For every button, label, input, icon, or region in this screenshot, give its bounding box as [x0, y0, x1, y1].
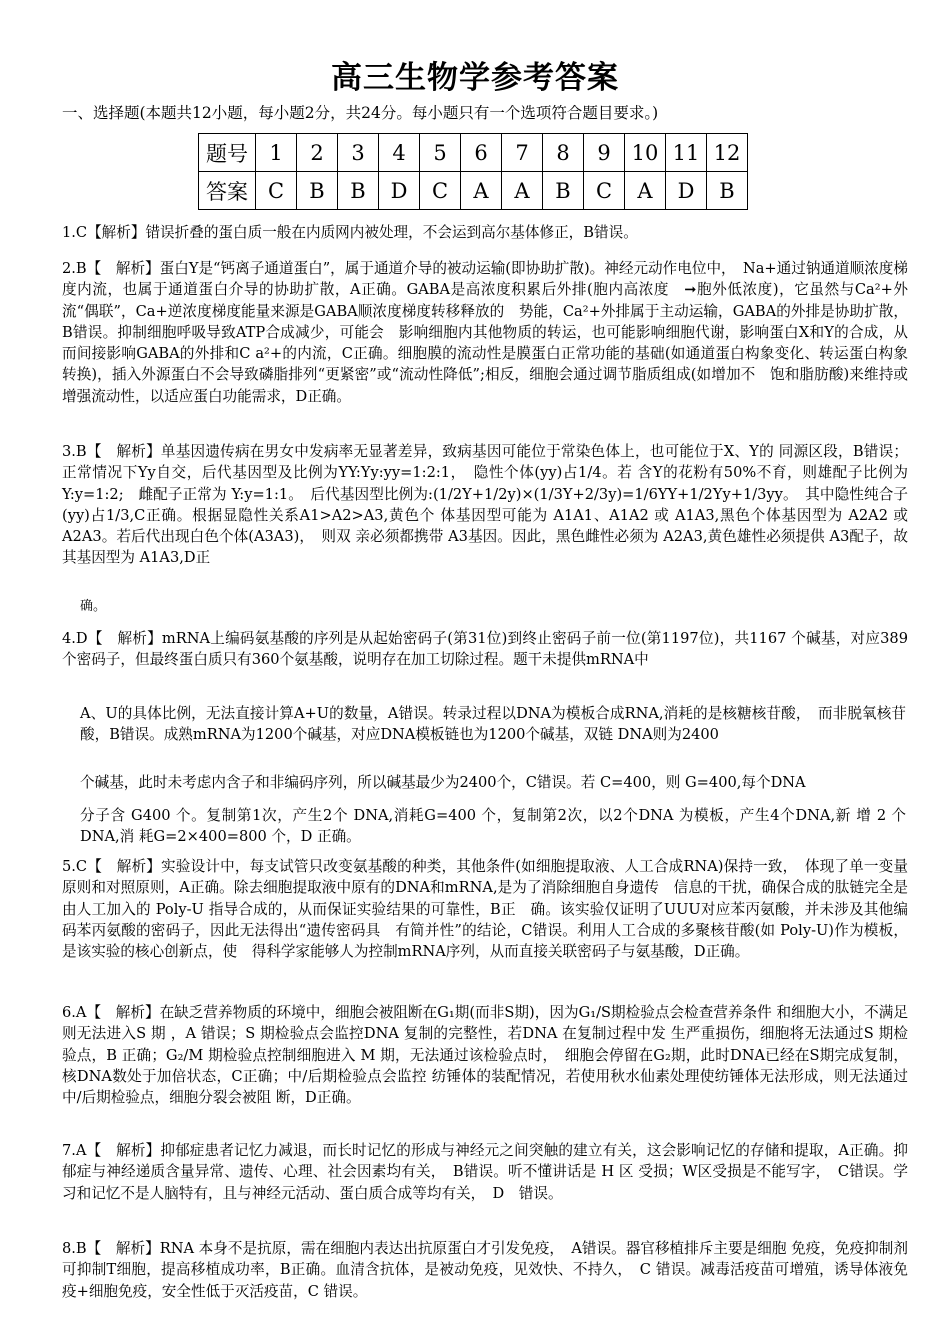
table-cell: 4 — [379, 134, 420, 172]
table-cell: D — [379, 172, 420, 210]
table-header-number: 题号 — [199, 134, 256, 172]
explanation-q3-end: 确。 — [80, 599, 107, 614]
table-row-answers — [199, 172, 748, 210]
table-cell: 3 — [338, 134, 379, 172]
table-cell: 9 — [584, 134, 625, 172]
explanation-q4-part4: 分子含 G400 个。复制第1次，产生2个 DNA,消耗G=400 个，复制第2次，以2个DNA 为模板，产生4个DNA,新 增 2 个 DNA,消 耗G=2×400=800 个，D 正确。 — [80, 807, 906, 846]
table-cell: A — [461, 172, 502, 210]
table-cell: 11 — [666, 134, 707, 172]
explanation-q6: 6.A【 解析】在缺乏营养物质的环境中，细胞会被阻断在G₁期(而非S期)，因为G₁/S期检验点会检查营养条件 和细胞大小，不满足则无法进入S 期 ，A 错误；S 期检验点会监控DNA 复制的完整性，若DNA 在复制过程中发 生严重损伤，细胞将无法通过S 期检验点，B 正确；G₂/M 期检验点控制细胞进入 M 期，无法通过该检验点时， 细胞会停留在G₂期，此时DNA已经在S期完成复制，核DNA数处于加倍状态，C正确；中/后期检验点会监控 纺锤体的装配情况，若使用秋水仙素处理使纺锤体无法形成，则无法通过中/后期检验点，细胞分裂会被阻 断，D正确。 — [62, 1004, 908, 1107]
table-cell: 8 — [543, 134, 584, 172]
answer-table — [198, 133, 748, 210]
explanation-q4-part1: 4.D【 解析】mRNA上编码氨基酸的序列是从起始密码子(第31位)到终止密码子前一位(第1197位)，共1167 个碱基，对应389个密码子，但最终蛋白质只有360个氨基酸，说明存在加工切除过程。题干未提供mRNA中 — [62, 630, 908, 669]
explanation-q1: 1.C【解析】错误折叠的蛋白质一般在内质网内被处理，不会运到高尔基体修正，B错误。 — [62, 224, 638, 241]
table-cell: B — [707, 172, 748, 210]
explanation-q3: 3.B【 解析】单基因遗传病在男女中发病率无显著差异，致病基因可能位于常染色体上，也可能位于X、Y的 同源区段，B错误；正常情况下Yy自交，后代基因型及比例为YY:Yy:yy=1:2:1， 隐性个体(yy)占1/4。若 含Y的花粉有50%不育，则雄配子比例为 Y:y=1:2; 雌配子正常为 Y:y=1:1。 后代基因型比例为:(1/2Y+1/2y)×(1/3Y+2/3y)=1/6YY+1/2Yy+1/3yy。 其中隐性纯合子(yy)占1/3,C正确。根据显隐性关系A1>A2>A3,黄色个 体基因型可能为 A1A1、A1A2 或 A1A3,黑色个体基因型为 A2A2 或 A2A3。若后代出现白色个体(A3A3)， 则双 亲必须都携带 A3基因。因此，黑色雌性必须为 A2A3,黄色雄性必须提供 A3配子，故其基因型为 A1A3,D正 — [62, 443, 908, 567]
table-cell: C — [420, 172, 461, 210]
explanation-q5: 5.C【 解析】实验设计中，每支试管只改变氨基酸的种类，其他条件(如细胞提取液、人工合成RNA)保持一致， 体现了单一变量原则和对照原则，A正确。除去细胞提取液中原有的DNA和mRNA,是为了消除细胞自身遗传 信息的干扰，确保合成的肽链完全是由人工加入的 Poly-U 指导合成的，从而保证实验结果的可靠性，B正 确。该实验仅证明了UUU对应苯丙氨酸，并未涉及其他编码苯丙氨酸的密码子，因此无法得出“遗传密码具 有简并性”的结论，C错误。利用人工合成的多聚核苷酸(如 Poly-U)作为模板，是该实验的核心创新点，使 得科学家能够人为控制mRNA序列，从而直接关联密码子与氨基酸，D正确。 — [62, 858, 908, 961]
explanation-q4-part2: A、U的具体比例，无法直接计算A+U的数量，A错误。转录过程以DNA为模板合成RNA,消耗的是核糖核苷酸， 而非脱氧核苷酸，B错误。成熟mRNA为1200个碱基，对应DNA模板链也为1200个碱基，双链 DNA则为2400 — [80, 705, 906, 744]
table-cell: B — [338, 172, 379, 210]
table-cell: D — [666, 172, 707, 210]
table-cell: 5 — [420, 134, 461, 172]
table-cell: 10 — [625, 134, 666, 172]
table-cell: A — [502, 172, 543, 210]
table-cell: C — [584, 172, 625, 210]
table-cell: 2 — [297, 134, 338, 172]
explanation-q7: 7.A【 解析】抑郁症患者记忆力减退，而长时记忆的形成与神经元之间突触的建立有关，这会影响记忆的存储和提取，A正确。抑郁症与神经递质含量异常、遗传、心理、社会因素均有关， B错误。听不懂讲话是 H 区 受损；W区受损是不能写字， C错误。学习和记忆不是人脑特有，且与神经元活动、蛋白质合成等均有关， D 错误。 — [62, 1142, 908, 1202]
table-header-answer: 答案 — [199, 172, 256, 210]
explanation-q2: 2.B【 解析】蛋白Y是“钙离子通道蛋白”，属于通道介导的被动运输(即协助扩散)。神经元动作电位中， Na+通过钠通道顺浓度梯度内流，也属于通道蛋白介导的协助扩散，A正确。GABA是高浓度积累后外排(胞内高浓度 ➞胞外低浓度)，它虽然与Ca²+外流“偶联”，Ca+逆浓度梯度能量来源是GABA顺浓度梯度转移释放的 势能，Ca²+外排属于主动运输，GABA的外排是协助扩散，B错误。抑制细胞呼吸导致ATP合成减少，可能会 影响细胞内其他物质的转运，也可能影响细胞代谢，影响蛋白X和Y的合成，从而间接影响GABA的外排和C a²+的内流，C正确。细胞膜的流动性是膜蛋白正常功能的基础(如通道蛋白构象变化、转运蛋白构象转换)，插入外源蛋白不会导致磷脂排列“更紧密”或“流动性降低”;相反，细胞会通过调节脂质组成(如增加不 饱和脂肪酸)来维持或增强流动性，以适应蛋白功能需求，D正确。 — [62, 260, 908, 405]
table-cell: C — [256, 172, 297, 210]
table-cell: 12 — [707, 134, 748, 172]
page-title: 高三生物学参考答案 — [331, 60, 619, 96]
table-cell: 7 — [502, 134, 543, 172]
table-cell: 1 — [256, 134, 297, 172]
table-cell: A — [625, 172, 666, 210]
table-cell: B — [297, 172, 338, 210]
table-row-numbers — [199, 134, 748, 172]
table-cell: B — [543, 172, 584, 210]
table-cell: 6 — [461, 134, 502, 172]
section-header: 一、选择题(本题共12小题，每小题2分，共24分。每小题只有一个选项符合题目要求。) — [62, 104, 659, 122]
explanation-q8: 8.B【 解析】RNA 本身不是抗原，需在细胞内表达出抗原蛋白才引发免疫， A错误。器官移植排斥主要是细胞 免疫，免疫抑制剂可抑制T细胞，提高移植成功率，B正确。血清含抗体，是被动免疫，见效快、不持久， C 错误。减毒活疫苗可增殖，诱导体液免疫+细胞免疫，安全性低于灭活疫苗，C 错误。 — [62, 1240, 908, 1300]
explanation-q4-part3: 个碱基，此时未考虑内含子和非编码序列，所以碱基最少为2400个，C错误。若 C=400，则 G=400,每个DNA — [80, 774, 806, 791]
